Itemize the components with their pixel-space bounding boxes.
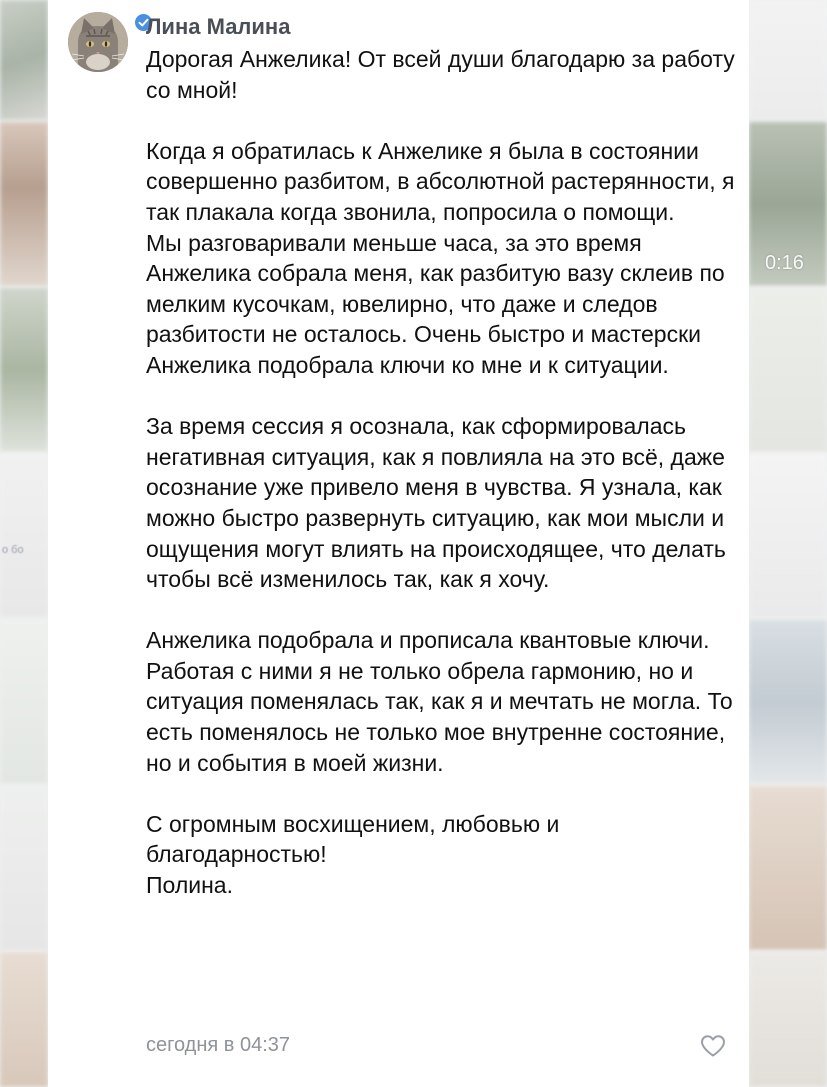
background-gallery-left <box>0 0 48 1087</box>
author-name[interactable]: Лина Малина <box>146 14 291 39</box>
gallery-tile <box>749 454 827 620</box>
comment-text: Дорогая Анжелика! От всей души благодарю за работу со мной! Когда я обратилась к Анжелике я была в состоянии совершенно разбитом, в абсолютной растерянности, я так плакала когда звонила, попросила о помощи. Мы разговаривали меньше часа, за это время Анжелика собрала меня, как разбитую вазу склеив по мелким кусочкам, ювелирно, что даже и следов разбитости не осталось. Очень быстро и мастерски Анжелика подобрала ключи ко мне и к ситуации. За время сессия я осознала, как сформировалась негативная ситуация, как я повлияла на это всё, даже осознание уже привело меня в чувства. Я узнала, как можно быстро развернуть ситуацию, как мои мысли и ощущения могут влиять на происходящее, что делать чтобы всё изменилось так, как я хочу. Анжелика подобрала и прописала квантовые ключи. Работая с ними я не только обрела гармонию, но и ситуация поменялась так, как я и мечтать не могла. То есть поменялось не только мое внутренне состояние, но и события в моей жизни. С огромным восхищением, любовью и благодарностью! Полина. <box>146 46 735 899</box>
gallery-tile <box>0 620 48 786</box>
gallery-tile <box>0 122 48 288</box>
comment-card <box>48 0 749 1087</box>
heart-icon <box>700 1034 726 1058</box>
gallery-tile <box>749 952 827 1087</box>
background-gallery-right <box>749 0 827 1087</box>
video-duration: 0:16 <box>765 252 804 274</box>
comment-timestamp[interactable]: сегодня в 04:37 <box>146 1034 290 1056</box>
gallery-tile <box>0 952 48 1087</box>
gallery-tile <box>749 0 827 122</box>
gallery-tile <box>0 786 48 952</box>
gallery-tile <box>749 620 827 786</box>
cat-avatar-icon[interactable] <box>68 12 128 72</box>
gallery-tile <box>0 454 48 620</box>
like-button[interactable] <box>698 1032 728 1060</box>
gallery-tile <box>0 0 48 122</box>
gallery-tile <box>0 288 48 454</box>
gallery-tile <box>749 288 827 454</box>
background-partial-text: о бо <box>2 544 24 556</box>
gallery-tile <box>749 786 827 952</box>
